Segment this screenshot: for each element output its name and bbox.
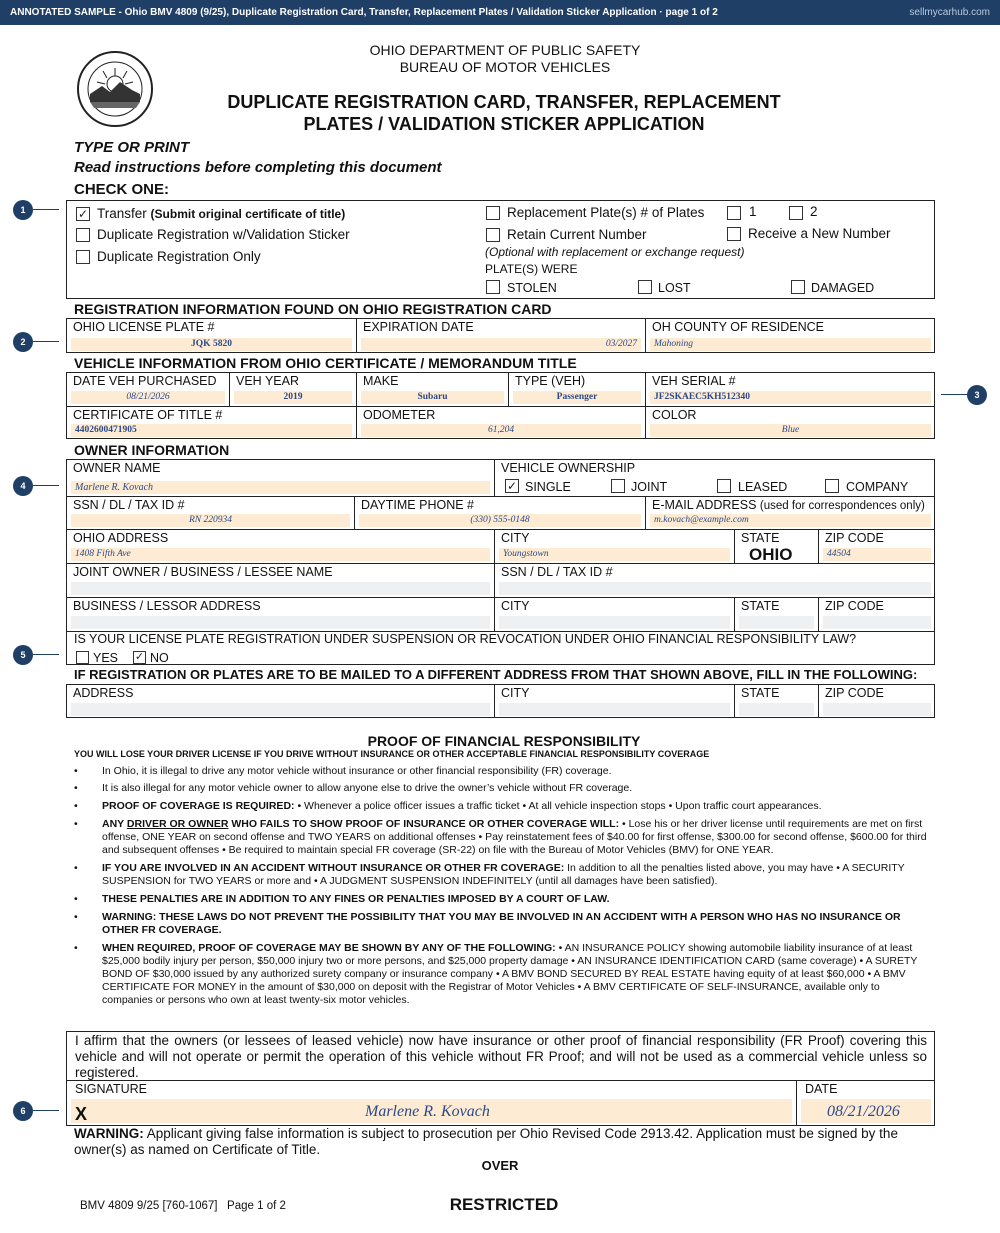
transfer-checkbox[interactable]: ✓ [77,207,89,221]
owner-name-cell [67,460,495,497]
signature-x: X [75,1104,88,1124]
receive-new-label: Receive a New Number [748,226,891,241]
mail-state-field[interactable] [739,703,814,716]
address-field[interactable]: 1408 Fifth Ave [71,548,490,561]
transfer-label: Transfer (Submit original certificate of title) [97,206,346,221]
expiration-cell [357,319,646,353]
biz-city-field[interactable] [499,616,730,629]
state-field[interactable]: OHIO [749,545,793,564]
county-label: OH COUNTY OF RESIDENCE [652,320,825,334]
plates-2-label: 2 [810,204,818,219]
email-label: E-MAIL ADDRESS (used for correspondences only) [652,498,925,512]
mail-city-label: CITY [501,686,530,700]
check-one-label: CHECK ONE: [74,181,170,198]
replacement-checkbox[interactable] [486,206,500,220]
replacement-label: Replacement Plate(s) # of Plates [507,205,705,220]
annotation-marker-6: 6 [13,1101,33,1121]
date-value: 08/21/2026 [827,1103,900,1120]
suspension-yes-label: YES [93,651,119,665]
single-checkbox[interactable]: ✓ [506,479,518,493]
annotation-marker-5: 5 [13,645,33,665]
joint-ssn-cell [495,564,935,598]
plates-1-checkbox[interactable] [727,206,741,220]
plates-1-label: 1 [749,204,757,219]
zip-field[interactable]: 44504 [823,548,931,561]
banner-text: ANNOTATED SAMPLE - Ohio BMV 4809 (9/25), Duplicate Registration Card, Transfer, Replacement Plates / Validation Sticker Application · page 1 of 2 [10,7,718,18]
affirmation-box [66,1031,935,1126]
plates-were-label: PLATE(S) WERE [485,262,578,276]
mail-zip-cell [819,685,935,718]
biz-address-cell [67,598,495,632]
ownership-label: VEHICLE OWNERSHIP [501,461,636,475]
retain-label: Retain Current Number [507,227,647,242]
make-cell [357,373,509,407]
odometer-field[interactable]: 61,204 [361,424,641,437]
leased-checkbox[interactable] [717,479,731,493]
damaged-label: DAMAGED [811,281,875,295]
single-label: SINGLE [525,480,571,494]
ownership-cell [495,460,935,497]
owner-name-label: OWNER NAME [73,461,161,475]
color-label: COLOR [652,408,697,422]
plate-label: OHIO LICENSE PLATE # [73,320,215,334]
joint-checkbox[interactable] [611,479,625,493]
ssn-field[interactable]: RN 220934 [71,514,350,527]
type-cell [509,373,646,407]
dup-only-checkbox[interactable] [76,250,90,264]
lost-checkbox[interactable] [638,280,652,294]
read-instructions: Read instructions before completing this document [74,159,442,176]
damaged-checkbox[interactable] [791,280,805,294]
suspension-no-checkbox[interactable]: ✓ [134,651,145,663]
over-label: OVER [481,1158,519,1173]
suspension-no-label: NO [150,651,169,665]
serial-field[interactable]: JF2SKAEC5KH512340 [650,391,931,404]
email-cell [646,497,935,530]
expiration-label: EXPIRATION DATE [363,320,474,334]
biz-state-field[interactable] [739,616,814,629]
retain-checkbox[interactable] [486,228,500,242]
form-title-line1: DUPLICATE REGISTRATION CARD, TRANSFER, REPLACEMENT [227,92,781,112]
expiration-field[interactable]: 03/2027 [361,338,641,351]
zip-label: ZIP CODE [825,531,884,545]
title-cell [67,407,357,439]
mail-address-label: ADDRESS [73,686,134,700]
date-cell [797,1080,935,1126]
suspension-yes-checkbox[interactable] [76,651,89,664]
leased-label: LEASED [738,480,788,494]
signature-label: SIGNATURE [75,1082,147,1096]
joint-ssn-field[interactable] [499,582,931,595]
biz-address-field[interactable] [71,616,490,629]
serial-cell [646,373,935,407]
year-cell [230,373,357,407]
restricted-label: RESTRICTED [449,1195,559,1214]
stolen-label: STOLEN [507,281,557,295]
agency-name: OHIO DEPARTMENT OF PUBLIC SAFETY [369,42,641,58]
purchased-cell [67,373,230,407]
joint-owner-field[interactable] [71,582,490,595]
year-field[interactable]: 2019 [234,391,352,404]
phone-label: DAYTIME PHONE # [361,498,474,512]
city-field[interactable]: Youngstown [499,548,730,561]
type-or-print: TYPE OR PRINT [74,139,190,156]
biz-zip-label: ZIP CODE [825,599,884,613]
mail-state-cell [735,685,819,718]
date-label: DATE [805,1082,838,1096]
purchased-label: DATE VEH PURCHASED [73,374,217,388]
mail-zip-label: ZIP CODE [825,686,884,700]
color-field[interactable]: Blue [650,424,931,437]
state-label: STATE [741,531,780,545]
biz-city-label: CITY [501,599,530,613]
phone-field[interactable]: (330) 555-0148 [359,514,641,527]
annotation-marker-2: 2 [13,332,33,352]
joint-ssn-label: SSN / DL / TAX ID # [501,565,613,579]
vehicle-box [66,372,935,439]
annotation-marker-1: 1 [13,200,33,220]
check-one-box [66,200,935,299]
signature-value: Marlene R. Kovach [365,1103,490,1120]
owner-box [66,459,935,665]
registration-heading: REGISTRATION INFORMATION FOUND ON OHIO REGISTRATION CARD [74,301,552,317]
mail-state-label: STATE [741,686,780,700]
suspension-question: IS YOUR LICENSE PLATE REGISTRATION UNDER SUSPENSION OR REVOCATION UNDER OHIO FINANCIAL RESPONSIBILITY LAW? [74,632,857,646]
mail-city-cell [495,685,735,718]
title-number-label: CERTIFICATE OF TITLE # [73,408,223,422]
zip-cell [819,530,935,564]
optional-note: (Optional with replacement or exchange request) [485,245,745,259]
purchased-field[interactable]: 08/21/2026 [71,391,225,404]
annotation-marker-4: 4 [13,476,33,496]
company-label: COMPANY [846,480,909,494]
proof-heading: PROOF OF FINANCIAL RESPONSIBILITY [367,733,641,749]
county-field[interactable]: Mahoning [650,338,931,351]
lost-label: LOST [658,281,691,295]
mailing-heading: IF REGISTRATION OR PLATES ARE TO BE MAILED TO A DIFFERENT ADDRESS FROM THAT SHOWN ABOVE, FILL IN THE FOLLOWING: [74,667,918,682]
plates-2-checkbox[interactable] [789,206,803,220]
city-cell [495,530,735,564]
color-cell [646,407,935,439]
address-label: OHIO ADDRESS [73,531,169,545]
make-field[interactable]: Subaru [361,391,504,404]
banner-site-link[interactable]: sellmycarhub.com [909,7,990,18]
serial-label: VEH SERIAL # [652,374,736,388]
type-field[interactable]: Passenger [513,391,641,404]
joint-label: JOINT [631,480,668,494]
mail-city-field[interactable] [499,703,730,716]
proof-subheading: YOU WILL LOSE YOUR DRIVER LICENSE IF YOU DRIVE WITHOUT INSURANCE OR OTHER ACCEPTABLE FINANCIAL RESPONSIBILITY COVERAGE [74,749,710,759]
signature-cell [67,1080,797,1126]
mailing-box [66,684,935,718]
phone-cell [355,497,646,530]
type-label: TYPE (VEH) [515,374,586,388]
company-checkbox[interactable] [825,479,839,493]
dup-validation-label: Duplicate Registration w/Validation Sticker [97,227,350,242]
registration-box [66,318,935,353]
email-field[interactable]: m.kovach@example.com [650,514,931,527]
joint-owner-label: JOINT OWNER / BUSINESS / LESSEE NAME [73,565,333,579]
plate-field[interactable]: JQK 5820 [71,338,352,351]
ssn-cell [67,497,355,530]
owner-name-field[interactable]: Marlene R. Kovach [71,481,490,494]
address-cell [67,530,495,564]
receive-new-checkbox[interactable] [727,227,741,241]
stolen-checkbox[interactable] [486,280,500,294]
joint-owner-cell [67,564,495,598]
biz-zip-cell [819,598,935,632]
owner-heading: OWNER INFORMATION [74,442,230,458]
make-label: MAKE [363,374,399,388]
affirmation-text: I affirm that the owners (or lessees of leased vehicle) now have insurance or other proof of financial responsibility (FR Proof) covering this vehicle and will not operate or permit the operation of this vehicle without FR Proof; and will not be used as a commercial vehicle unless so registered. [75,1033,927,1080]
annotation-marker-3: 3 [967,385,987,405]
ohio-seal-icon [76,50,154,128]
biz-address-label: BUSINESS / LESSOR ADDRESS [73,599,261,613]
plate-cell [67,319,357,353]
odometer-label: ODOMETER [363,408,436,422]
mail-zip-field[interactable] [823,703,931,716]
dup-only-label: Duplicate Registration Only [97,249,261,264]
biz-state-label: STATE [741,599,780,613]
county-cell [646,319,935,353]
mail-address-field[interactable] [71,703,490,716]
year-label: VEH YEAR [236,374,299,388]
state-cell [735,530,819,564]
city-label: CITY [501,531,530,545]
biz-zip-field[interactable] [823,616,931,629]
biz-city-cell [495,598,735,632]
odometer-cell [357,407,646,439]
biz-state-cell [735,598,819,632]
title-number-field[interactable]: 4402600471905 [71,424,352,437]
bureau-name: BUREAU OF MOTOR VEHICLES [399,59,611,75]
annotation-banner [0,0,1000,25]
ssn-label: SSN / DL / TAX ID # [73,498,185,512]
dup-validation-checkbox[interactable] [76,228,90,242]
vehicle-heading: VEHICLE INFORMATION FROM OHIO CERTIFICATE / MEMORANDUM TITLE [74,355,577,371]
false-info-warning: WARNING: Applicant giving false information is subject to prosecution per Ohio Revised Code 2913.42. Application must be signed by the owner(s) as named on Certificate of Title. [74,1126,898,1157]
mail-address-cell [67,685,495,718]
form-title-line2: PLATES / VALIDATION STICKER APPLICATION [303,114,705,134]
form-id: BMV 4809 9/25 [760-1067] Page 1 of 2 [80,1200,286,1212]
